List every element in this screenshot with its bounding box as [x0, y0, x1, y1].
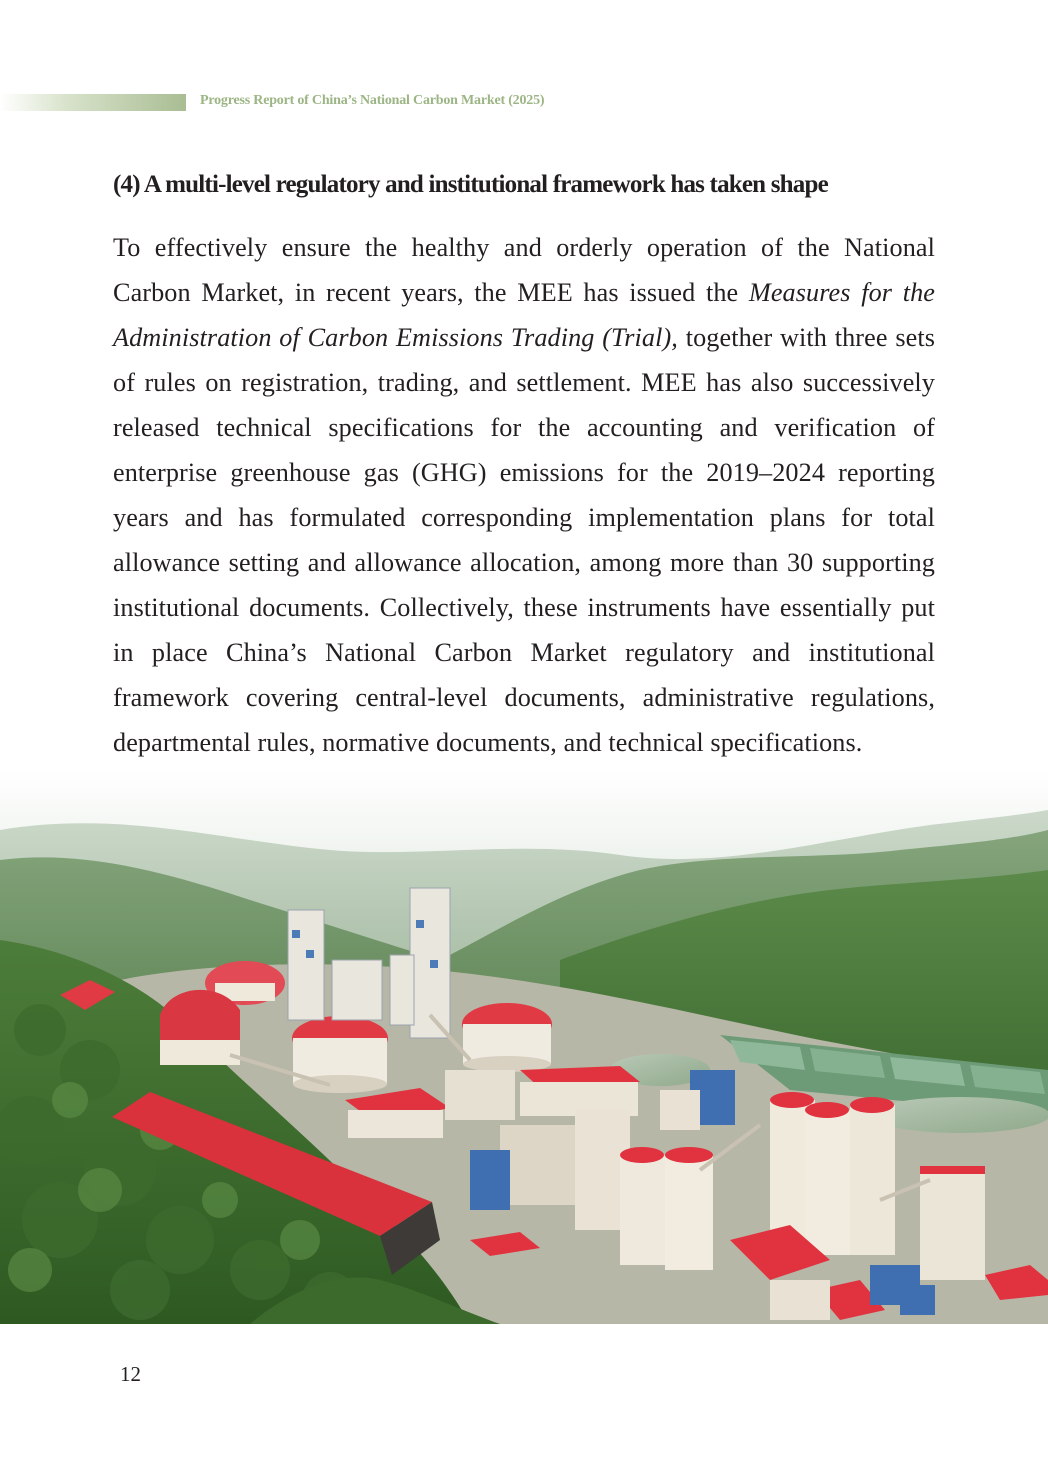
paragraph-text-part1: To effectively ensure the healthy and orderly operation of the National Carbon Market, in recent years, the MEE has issued the [113, 233, 935, 307]
running-header-title: Progress Report of China’s National Carbon Market (2025) [200, 93, 545, 108]
page-number: 12 [120, 1362, 141, 1386]
section-heading: (4) A multi-level regulatory and institutional framework has taken shape [113, 171, 828, 198]
header-decoration-bar [0, 94, 186, 111]
paragraph-text-part2: together with three sets of rules on registration, trading, and settlement. MEE has also successively released technical specifications for the accounting and verification of enterprise greenhouse gas (GHG) emissions for the 2019–2024 reporting years and has formulated corresponding implementation plans for total allowance setting and allowance allocation, among more than 30 supporting institutional documents. Collectively, these instruments have essentially put in place China’s National Carbon Market regulatory and institutional framework covering central-level documents, administrative regulations, departmental rules, normative documents, and technical specifications. [113, 323, 935, 757]
document-title-italic: Measures for the Administration of Carbon Emissions Trading (Trial), [113, 278, 935, 352]
body-paragraph [113, 225, 935, 765]
cement-plant-photo [0, 770, 1048, 1324]
